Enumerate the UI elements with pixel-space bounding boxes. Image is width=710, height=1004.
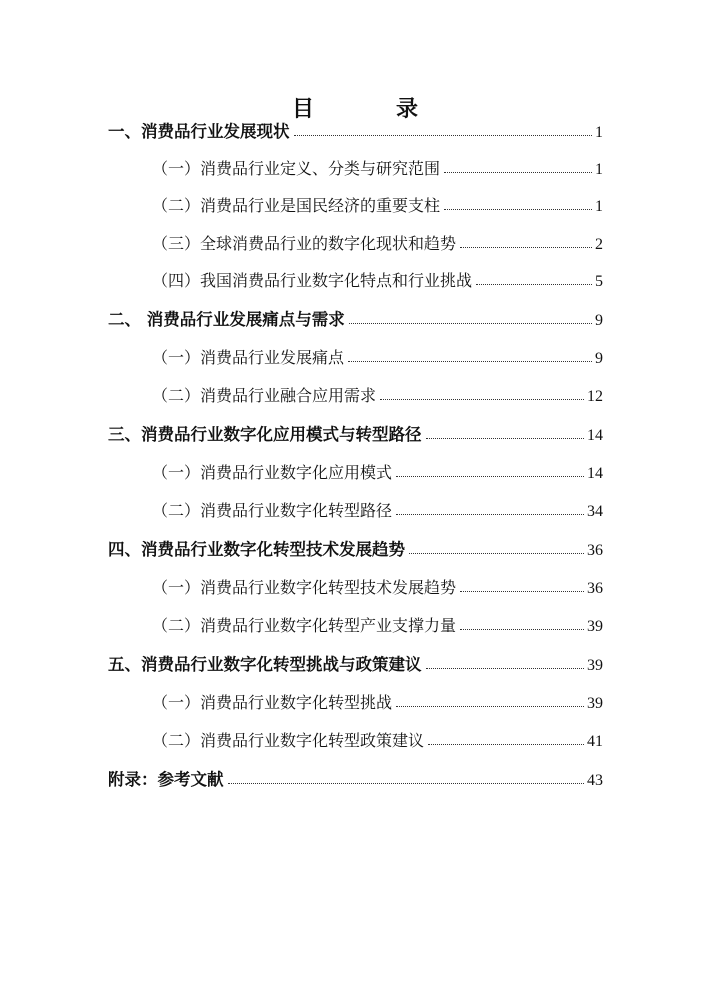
toc-entry[interactable]	[152, 343, 603, 373]
toc-entry[interactable]	[108, 117, 603, 147]
toc-page-number: 39	[587, 618, 603, 635]
toc-leader-dots	[476, 283, 592, 285]
toc-leader-dots	[409, 552, 584, 554]
toc-page-number: 9	[595, 312, 603, 329]
toc-leader-dots	[444, 171, 592, 173]
toc-entry-label: 一、消费品行业发展现状	[108, 122, 290, 141]
toc-entry[interactable]	[108, 535, 603, 565]
toc-page-number: 1	[595, 124, 603, 141]
toc-page-number: 1	[595, 161, 603, 178]
toc-entry-label: （四）我国消费品行业数字化特点和行业挑战	[152, 271, 473, 290]
toc-entry-label: （一）消费品行业数字化应用模式	[152, 463, 393, 482]
toc-entry-label: （一）消费品行业定义、分类与研究范围	[152, 159, 441, 178]
toc-leader-dots	[426, 437, 585, 439]
toc-entry[interactable]	[108, 765, 603, 795]
toc-entry[interactable]	[152, 229, 603, 259]
toc-leader-dots	[294, 134, 593, 136]
toc-leader-dots	[228, 782, 585, 784]
toc-page-number: 36	[587, 542, 603, 559]
toc-leader-dots	[460, 628, 584, 630]
page-title: 目 录	[291, 97, 448, 122]
toc-entry[interactable]	[152, 573, 603, 603]
toc-entry[interactable]	[152, 688, 603, 718]
toc-page-number: 39	[587, 695, 603, 712]
toc-page-number: 34	[587, 503, 603, 520]
toc-entry-label: （二）消费品行业数字化转型路径	[152, 501, 393, 520]
toc-leader-dots	[348, 360, 592, 362]
toc-entry[interactable]	[152, 496, 603, 526]
toc-entry-label: 三、消费品行业数字化应用模式与转型路径	[108, 425, 422, 444]
toc-page-number: 41	[587, 733, 603, 750]
toc-leader-dots	[349, 322, 592, 324]
toc-leader-dots	[460, 246, 592, 248]
toc-page-number: 9	[595, 350, 603, 367]
toc-entry-label: （二）消费品行业数字化转型政策建议	[152, 731, 425, 750]
toc-leader-dots	[426, 667, 585, 669]
toc-entry[interactable]	[108, 650, 603, 680]
toc-leader-dots	[380, 398, 584, 400]
toc-page-number: 36	[587, 580, 603, 597]
toc-entry[interactable]	[152, 458, 603, 488]
toc-page-number: 43	[587, 772, 603, 789]
toc-entry[interactable]	[152, 191, 603, 221]
toc-entry[interactable]	[108, 420, 603, 450]
toc-entry-label: （一）消费品行业数字化转型挑战	[152, 693, 393, 712]
toc-entry[interactable]	[152, 266, 603, 296]
toc-leader-dots	[428, 743, 584, 745]
toc-entry-label: （三）全球消费品行业的数字化现状和趋势	[152, 234, 457, 253]
toc-leader-dots	[460, 590, 584, 592]
toc-leader-dots	[396, 513, 584, 515]
toc-entry[interactable]	[152, 611, 603, 641]
toc-leader-dots	[396, 475, 584, 477]
toc-page-number: 5	[595, 273, 603, 290]
toc-entry-label: 附录：参考文献	[108, 770, 224, 789]
toc-page-number: 12	[587, 388, 603, 405]
toc-page-number: 1	[595, 198, 603, 215]
toc-entry-label: （一）消费品行业发展痛点	[152, 348, 345, 367]
toc-entry[interactable]	[152, 154, 603, 184]
toc-leader-dots	[396, 705, 584, 707]
toc-entry-label: （二）消费品行业是国民经济的重要支柱	[152, 196, 441, 215]
toc-entry[interactable]	[152, 381, 603, 411]
toc-entry-label: 五、消费品行业数字化转型挑战与政策建议	[108, 655, 422, 674]
toc-entry-label: （二）消费品行业数字化转型产业支撑力量	[152, 616, 457, 635]
toc-entry-label: 四、消费品行业数字化转型技术发展趋势	[108, 540, 405, 559]
toc-entry-label: （一）消费品行业数字化转型技术发展趋势	[152, 578, 457, 597]
toc-entry[interactable]	[152, 726, 603, 756]
toc-page-number: 39	[587, 657, 603, 674]
toc-page-number: 2	[595, 236, 603, 253]
toc-page-number: 14	[587, 465, 603, 482]
toc-entry[interactable]	[108, 305, 603, 335]
toc-leader-dots	[444, 208, 592, 210]
toc-entry-label: 二、 消费品行业发展痛点与需求	[108, 310, 345, 329]
toc-entry-label: （二）消费品行业融合应用需求	[152, 386, 377, 405]
toc-page-number: 14	[587, 427, 603, 444]
